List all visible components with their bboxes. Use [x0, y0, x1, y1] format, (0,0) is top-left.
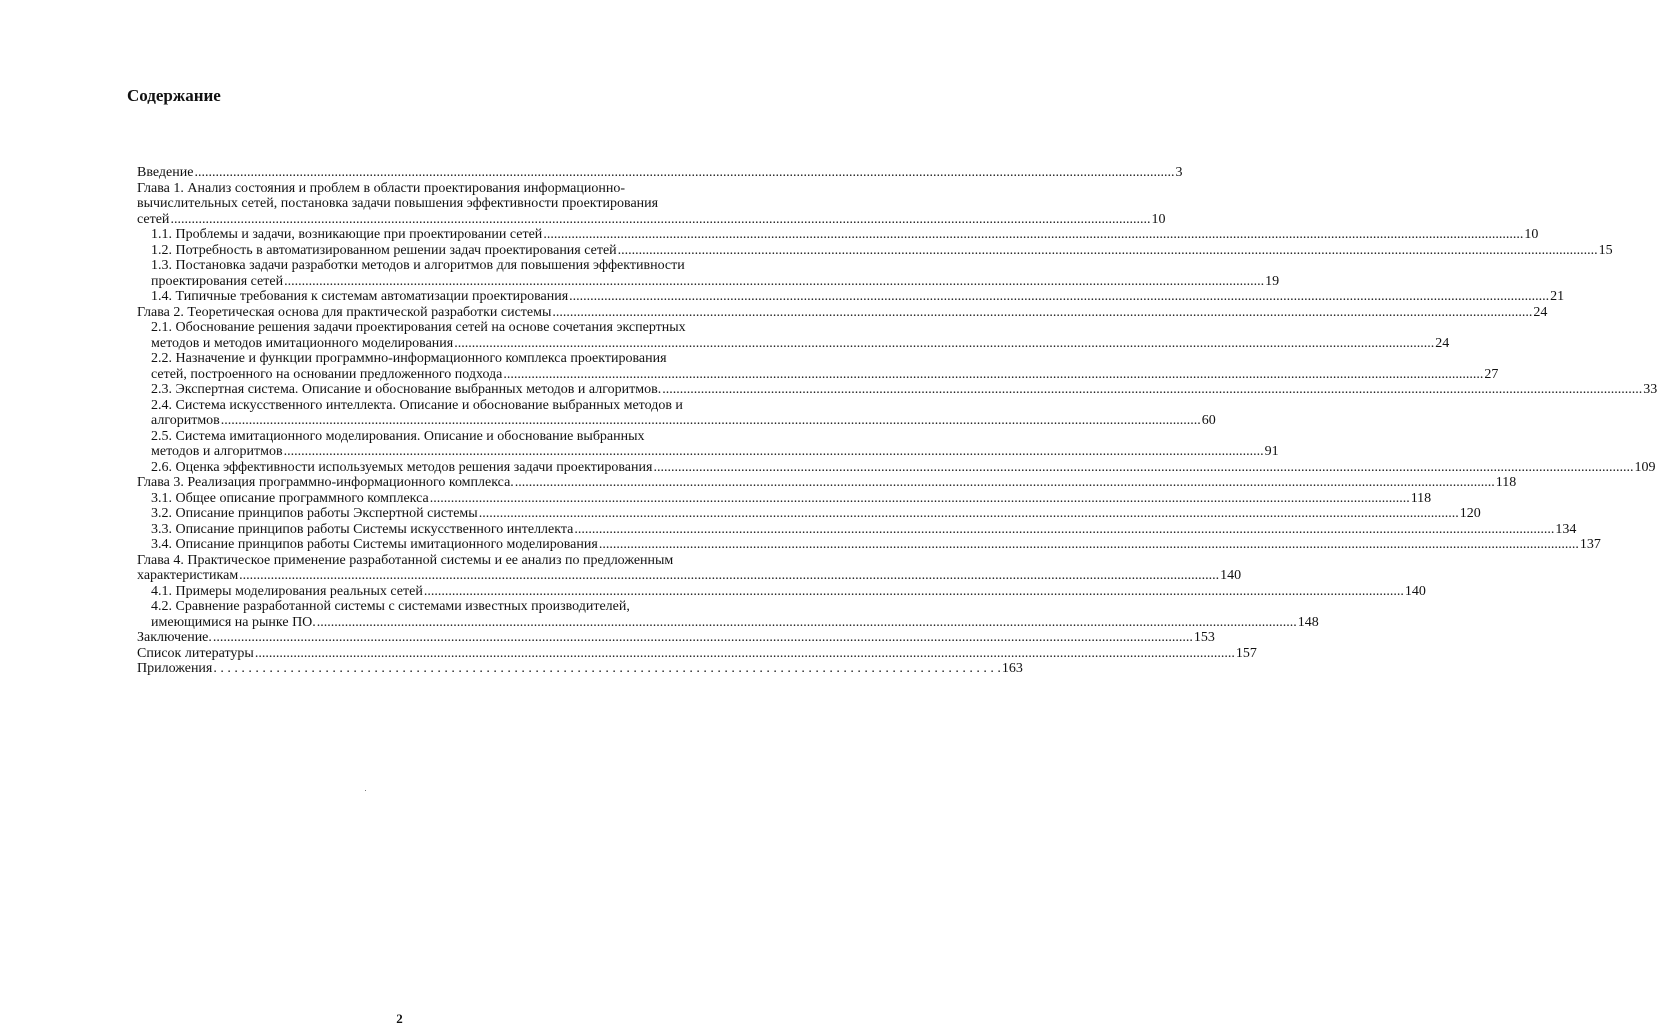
- toc-entry-page: 21: [1550, 289, 1565, 304]
- toc-entry-page: 109: [1634, 459, 1656, 475]
- toc-entry-section-2-5[interactable]: [137, 428, 1279, 460]
- toc-entry-title: Приложения: [137, 661, 213, 676]
- page-title: Содержание: [127, 86, 221, 105]
- toc-line: 2.5. Система имитационного моделирования. Описание и обоснование выбранных: [151, 428, 645, 444]
- toc-entry-title: 1.4. Типичные требования к системам автоматизации проектирования: [151, 289, 569, 304]
- toc-entry-section-2-3[interactable]: [137, 382, 1657, 398]
- toc-line: [137, 568, 1242, 584]
- toc-leader-dots: [424, 584, 1404, 600]
- toc-leader-dots: [479, 506, 1459, 522]
- toc-line: [151, 490, 1432, 507]
- toc-entry-section-1-4[interactable]: [137, 289, 1565, 305]
- toc-leader-dots: [221, 413, 1201, 429]
- toc-entry-page: 60: [1201, 413, 1216, 428]
- toc-line: [151, 459, 1656, 476]
- toc-entry-title: 2.6. Оценка эффективности используемых методов решения задачи проектирования: [151, 459, 653, 475]
- toc-entry-title: Глава 3. Реализация программно-информационного комплекса.: [137, 475, 514, 490]
- toc-line: [137, 661, 1023, 677]
- toc-line: 1.3. Постановка задачи разработки методов и алгоритмов для повышения эффективности: [151, 258, 685, 273]
- toc-line: [151, 227, 1539, 243]
- toc-line: [151, 583, 1426, 600]
- toc-leader-dots: [503, 367, 1483, 383]
- toc-entry-appendices[interactable]: [137, 661, 1023, 677]
- toc-entry-section-3-1[interactable]: [137, 490, 1432, 507]
- toc-entry-section-3-2[interactable]: [137, 506, 1481, 522]
- toc-entry-chapter-1[interactable]: [137, 180, 1166, 228]
- toc-line: [151, 242, 1613, 259]
- toc-entry-title: 4.1. Примеры моделирования реальных сетей: [151, 583, 423, 599]
- toc-leader-dots: [213, 630, 1193, 646]
- toc-leader-dots: [599, 537, 1579, 553]
- toc-leader-dots: [213, 661, 1001, 677]
- toc-entry-page: 134: [1555, 521, 1577, 537]
- toc-entry-page: 137: [1579, 537, 1601, 552]
- toc-line: [151, 506, 1481, 522]
- toc-entry-title: проектирования сетей: [151, 273, 284, 289]
- toc-leader-dots: [170, 212, 1150, 228]
- scan-speck: [365, 790, 366, 791]
- toc-entry-section-1-2[interactable]: [137, 242, 1613, 259]
- toc-entry-page: 27: [1484, 366, 1499, 382]
- toc-entry-section-1-1[interactable]: [137, 227, 1539, 243]
- toc-entry-page: 10: [1524, 227, 1539, 242]
- toc-entry-title: 1.1. Проблемы и задачи, возникающие при проектировании сетей: [151, 227, 543, 242]
- toc-entry-section-1-3[interactable]: [137, 258, 1280, 289]
- toc-leader-dots: [515, 475, 1495, 491]
- toc-leader-dots: [255, 646, 1235, 662]
- toc-entry-page: 24: [1533, 304, 1548, 320]
- toc-entry-page: 153: [1193, 630, 1215, 645]
- toc-entry-page: 24: [1435, 335, 1450, 351]
- toc-line: 2.1. Обоснование решения задачи проектирования сетей на основе сочетания экспертных: [151, 320, 686, 335]
- toc-entry-section-2-2[interactable]: [137, 351, 1499, 382]
- toc-line: [151, 289, 1565, 305]
- toc-entry-page: 33: [1643, 382, 1657, 397]
- toc-line: [151, 537, 1601, 553]
- toc-entry-title: 3.1. Общее описание программного комплекса: [151, 490, 429, 506]
- page-number: 2: [396, 1011, 403, 1026]
- toc-entry-title: 3.3. Описание принципов работы Системы искусственного интеллекта: [151, 521, 574, 537]
- toc-entry-title: Глава 2. Теоретическая основа для практической разработки системы: [137, 304, 552, 320]
- toc-entry-chapter-3[interactable]: [137, 475, 1517, 491]
- toc-entry-page: 140: [1220, 568, 1242, 583]
- toc-leader-dots: [574, 522, 1554, 538]
- toc-entry-conclusion[interactable]: [137, 630, 1215, 646]
- toc-leader-dots: [284, 274, 1264, 290]
- toc-leader-dots: [618, 243, 1598, 259]
- toc-leader-dots: [569, 289, 1549, 305]
- toc-entry-page: 10: [1151, 211, 1166, 227]
- table-of-contents: [137, 165, 1657, 677]
- toc-leader-dots: [239, 568, 1219, 584]
- toc-entry-title: сетей: [137, 211, 170, 227]
- toc-leader-dots: [317, 615, 1297, 631]
- toc-entry-references[interactable]: [137, 645, 1257, 662]
- toc-entry-page: 140: [1404, 583, 1426, 599]
- toc-entry-title: 1.2. Потребность в автоматизированном решении задач проектирования сетей: [151, 242, 617, 258]
- toc-line: вычислительных сетей, постановка задачи повышения эффективности проектирования: [137, 196, 659, 211]
- toc-entry-page: 120: [1459, 506, 1481, 521]
- toc-entry-page: 15: [1598, 242, 1613, 258]
- toc-line: 4.2. Сравнение разработанной системы с системами известных производителей,: [151, 599, 630, 614]
- toc-entry-title: Заключение.: [137, 630, 212, 645]
- toc-line: [151, 614, 1319, 631]
- toc-line: [137, 211, 1166, 228]
- toc-entry-section-2-4[interactable]: [137, 397, 1216, 429]
- toc-line: Глава 4. Практическое применение разработанной системы и ее анализ по предложенным: [137, 552, 674, 568]
- toc-leader-dots: [454, 336, 1434, 352]
- toc-leader-dots: [662, 382, 1642, 398]
- toc-line: [151, 382, 1657, 398]
- toc-leader-dots: [430, 491, 1410, 507]
- toc-entry-title: сетей, построенного на основании предложенного подхода: [151, 366, 503, 382]
- toc-entry-section-3-4[interactable]: [137, 537, 1601, 553]
- toc-entry-chapter-4[interactable]: [137, 552, 1242, 584]
- toc-entry-title: методов и методов имитационного моделирования: [151, 335, 454, 351]
- toc-leader-dots: [543, 227, 1523, 243]
- toc-line: 2.4. Система искусственного интеллекта. Описание и обоснование выбранных методов и: [151, 397, 683, 413]
- toc-line: [137, 645, 1257, 662]
- toc-leader-dots: [653, 460, 1633, 476]
- toc-line: [137, 475, 1517, 491]
- toc-entry-title: алгоритмов: [151, 413, 220, 428]
- toc-entry-page: 157: [1235, 645, 1257, 661]
- toc-line: [151, 273, 1280, 290]
- toc-entry-intro[interactable]: [137, 165, 1183, 181]
- toc-entry-section-2-6[interactable]: [137, 459, 1656, 476]
- toc-entry-page: 3: [1175, 165, 1183, 180]
- toc-entry-section-2-1[interactable]: [137, 320, 1450, 351]
- toc-line: Глава 1. Анализ состояния и проблем в области проектирования информационно-: [137, 180, 625, 196]
- toc-line: [151, 335, 1450, 352]
- toc-entry-title: имеющимися на рынке ПО.: [151, 614, 316, 630]
- toc-entry-title: методов и алгоритмов: [151, 444, 283, 459]
- toc-leader-dots: [552, 305, 1532, 321]
- toc-entry-title: Список литературы: [137, 645, 254, 661]
- toc-entry-page: 118: [1495, 475, 1517, 490]
- toc-entry-page: 91: [1264, 444, 1279, 459]
- toc-entry-page: 148: [1297, 614, 1319, 630]
- toc-entry-section-4-2[interactable]: [137, 599, 1319, 630]
- toc-line: [137, 630, 1215, 646]
- toc-entry-title: Введение: [137, 165, 194, 180]
- toc-line: [151, 444, 1279, 460]
- toc-entry-title: 2.3. Экспертная система. Описание и обоснование выбранных методов и алгоритмов.: [151, 382, 662, 397]
- toc-line: [151, 521, 1577, 538]
- toc-leader-dots: [194, 165, 1174, 181]
- toc-line: [137, 304, 1548, 321]
- toc-entry-title: характеристикам: [137, 568, 239, 583]
- toc-entry-section-4-1[interactable]: [137, 583, 1426, 600]
- toc-entry-page: 19: [1265, 273, 1280, 289]
- toc-entry-page: 118: [1410, 490, 1432, 506]
- toc-entry-page: 163: [1001, 661, 1023, 676]
- toc-entry-title: 3.4. Описание принципов работы Системы имитационного моделирования: [151, 537, 598, 552]
- toc-line: [137, 165, 1183, 181]
- toc-leader-dots: [284, 444, 1264, 460]
- toc-line: [151, 413, 1216, 429]
- toc-entry-section-3-3[interactable]: [137, 521, 1577, 538]
- toc-line: [151, 366, 1499, 383]
- toc-entry-title: 3.2. Описание принципов работы Экспертной системы: [151, 506, 478, 521]
- toc-entry-chapter-2[interactable]: [137, 304, 1548, 321]
- toc-line: 2.2. Назначение и функции программно-информационного комплекса проектирования: [151, 351, 667, 366]
